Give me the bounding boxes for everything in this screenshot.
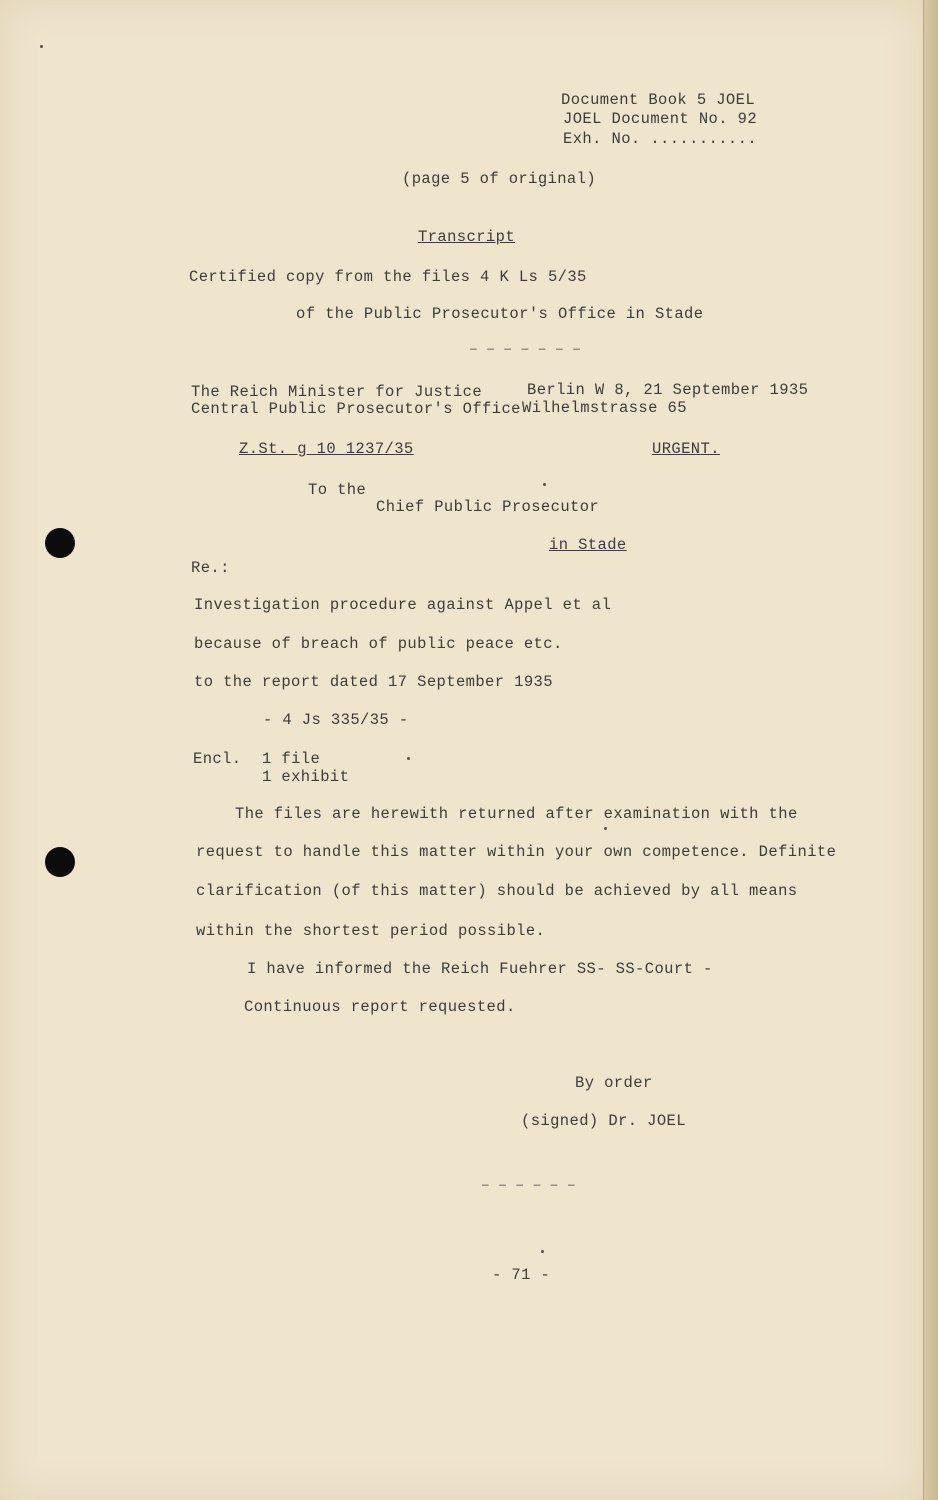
re-reference: - 4 Js 335/35 -: [263, 711, 409, 729]
sender-line-1: The Reich Minister for Justice: [191, 383, 483, 401]
street-address: Wilhelmstrasse 65: [522, 399, 687, 417]
by-order: By order: [575, 1074, 653, 1092]
speck: [407, 757, 410, 760]
addressee-to: To the: [308, 481, 367, 499]
body-line-5: I have informed the Reich Fuehrer SS- SS-Court -: [247, 960, 713, 978]
signed-name: (signed) Dr. JOEL: [521, 1112, 686, 1130]
doc-number-label: JOEL Document No. 92: [563, 110, 758, 128]
exhibit-number-label: Exh. No. ...........: [563, 130, 758, 148]
re-line-1: Investigation procedure against Appel et al: [194, 596, 612, 614]
document-title: Transcript: [418, 228, 516, 246]
enclosure-item-2: 1 exhibit: [262, 768, 350, 786]
re-label: Re.:: [191, 559, 230, 577]
speck: [604, 827, 607, 830]
doc-book-label: Document Book 5 JOEL: [561, 91, 756, 109]
body-line-3: clarification (of this matter) should be achieved by all means: [196, 882, 798, 900]
certified-copy-line: Certified copy from the files 4 K Ls 5/35: [189, 268, 587, 286]
speck: [40, 45, 43, 48]
enclosure-item-1: 1 file: [262, 750, 321, 768]
punch-hole-top: [45, 528, 75, 558]
body-line-1: The files are herewith returned after examination with the: [235, 805, 798, 823]
punch-hole-bottom: [45, 847, 75, 877]
page-reference: (page 5 of original): [402, 170, 597, 188]
separator-bottom: — — — — — —: [482, 1180, 577, 1192]
sender-line-2: Central Public Prosecutor's Office: [191, 400, 521, 418]
enclosure-label: Encl.: [193, 750, 242, 768]
urgent-mark: URGENT.: [652, 440, 720, 458]
page-edge: [923, 0, 938, 1500]
addressee-recipient: Chief Public Prosecutor: [376, 498, 600, 516]
office-line: of the Public Prosecutor's Office in Stade: [296, 305, 704, 323]
re-line-2: because of breach of public peace etc.: [194, 635, 563, 653]
addressee-location: in Stade: [549, 536, 627, 554]
re-line-3: to the report dated 17 September 1935: [194, 673, 553, 691]
speck: [543, 483, 546, 486]
body-line-2: request to handle this matter within your own competence. Definite: [196, 843, 837, 861]
separator-top: — — — — — — —: [470, 344, 582, 356]
place-date: Berlin W 8, 21 September 1935: [527, 381, 809, 399]
file-reference: Z.St. g 10 1237/35: [239, 440, 414, 458]
page-number: - 71 -: [492, 1266, 551, 1284]
body-line-6: Continuous report requested.: [244, 998, 516, 1016]
speck: [541, 1250, 544, 1253]
body-line-4: within the shortest period possible.: [196, 922, 546, 940]
